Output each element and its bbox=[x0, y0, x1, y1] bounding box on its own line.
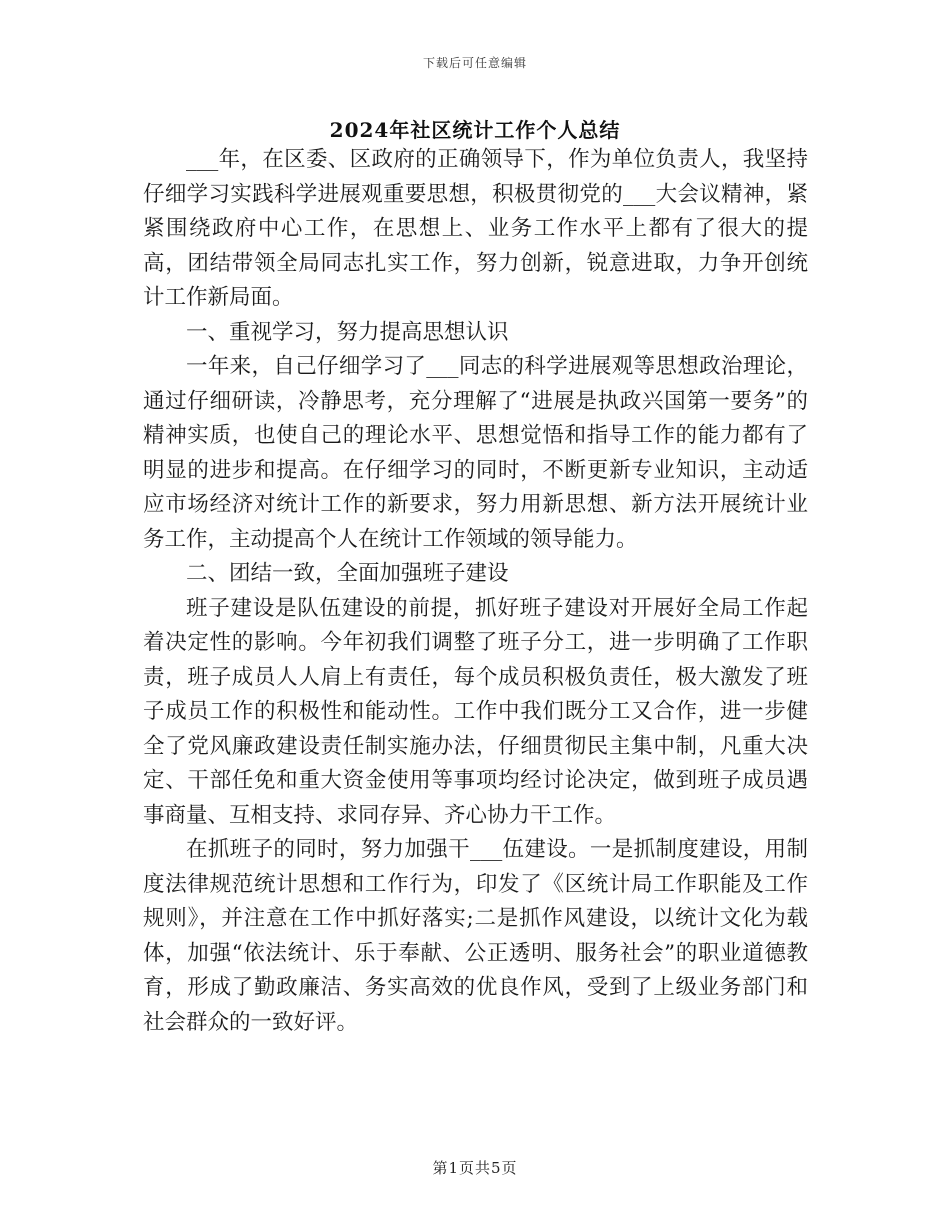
page-number: 第1页共5页 bbox=[432, 1159, 518, 1177]
paragraph-study: 一年来，自己仔细学习了___同志的科学进展观等思想政治理论，通过仔细研读，冷静思考，充分理解了“进展是执政兴国第一要务”的精神实质，也使自己的理论水平、思想觉悟和指导工作的能力都有了明显的进步和提高。在仔细学习的同时，不断更新专业知识，主动适应市场经济对统计工作的新要求，努力用新思想、新方法开展统计业务工作，主动提高个人在统计工作领域的领导能力。 bbox=[143, 354, 808, 552]
section-heading-1: 一、重视学习，努力提高思想认识 bbox=[186, 319, 509, 345]
section-heading-2: 二、团结一致，全面加强班子建设 bbox=[186, 561, 509, 586]
paragraph-staff: 在抓班子的同时，努力加强干___伍建设。一是抓制度建设，用制度法律规范统计思想和工作行为，印发了《区统计局工作职能及工作规则》，并注意在工作中抓好落实;二是抓作风建设，以统计文化为载体，加强“依法统计、乐于奉献、公正透明、服务社会”的职业道德教育，形成了勤政廉洁、务实高效的优良作风，受到了上级业务部门和社会群众的一致好评。 bbox=[143, 837, 808, 1035]
document-title: 2024年社区统计工作个人总结 bbox=[329, 118, 621, 142]
paragraph-intro: ___年，在区委、区政府的正确领导下，作为单位负责人，我坚持仔细学习实践科学进展观重要思想，积极贯彻党的___大会议精神，紧紧围绕政府中心工作，在思想上、业务工作水平上都有了很大的提高，团结带领全局同志扎实工作，努力创新，锐意进取，力争开创统计工作新局面。 bbox=[143, 147, 808, 310]
document-body bbox=[143, 143, 808, 1040]
paragraph-team: 班子建设是队伍建设的前提，抓好班子建设对开展好全局工作起着决定性的影响。今年初我们调整了班子分工，进一步明确了工作职责，班子成员人人肩上有责任，每个成员积极负责任，极大激发了班子成员工作的积极性和能动性。工作中我们既分工又合作，进一步健全了党风廉政建设责任制实施办法，仔细贯彻民主集中制，凡重大决定、干部任免和重大资金使用等事项均经讨论决定，做到班子成员遇事商量、互相支持、求同存异、齐心协力干工作。 bbox=[143, 595, 808, 828]
header-note: 下载后可任意编辑 bbox=[422, 56, 527, 70]
